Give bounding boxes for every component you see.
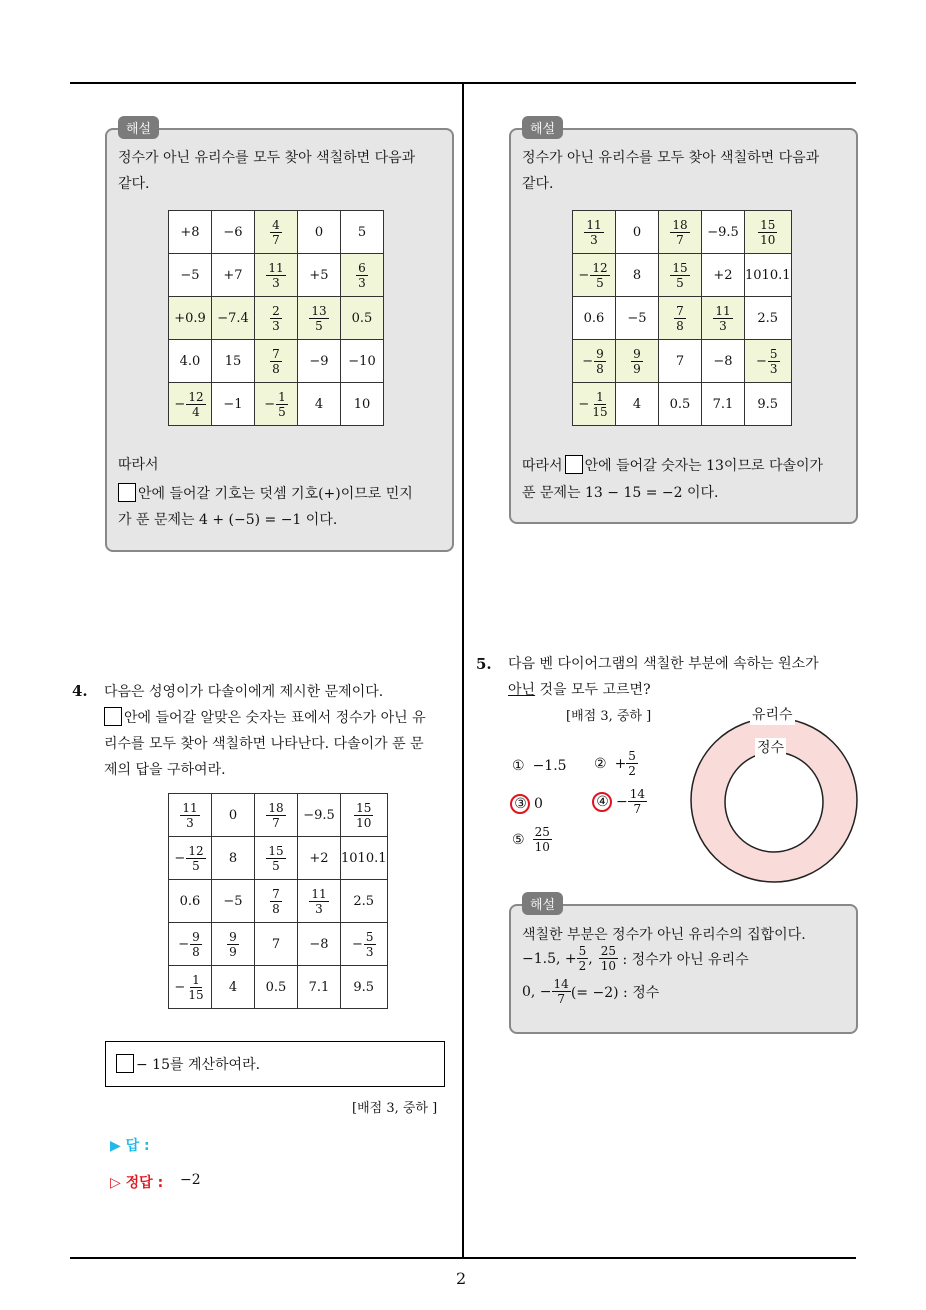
numerator: 6 <box>358 260 366 275</box>
table-cell <box>573 211 616 254</box>
q5-sol3-frac <box>552 978 571 1005</box>
venn-inner-label: 정수 <box>757 740 785 756</box>
table-row <box>169 211 384 254</box>
numerator: 7 <box>272 886 280 901</box>
denominator: 3 <box>272 275 280 290</box>
table-cell: 0.6 <box>169 880 212 923</box>
right-conclusion-post: 안에 들어갈 숫자는 13이므로 다솔이가 <box>584 458 824 474</box>
table-cell: 8 <box>616 254 659 297</box>
fraction <box>356 262 368 289</box>
numerator: 1 <box>278 389 286 404</box>
sign: − <box>174 396 186 412</box>
fraction <box>758 219 777 246</box>
table-row <box>169 923 388 966</box>
table-cell: −1 <box>212 383 255 426</box>
table-cell: +0.9 <box>169 297 212 340</box>
denominator: 7 <box>676 232 684 247</box>
numerator: 7 <box>272 346 280 361</box>
fraction <box>186 845 205 872</box>
numerator: 7 <box>676 303 684 318</box>
q5-solution-line3 <box>522 978 659 1005</box>
right-conclusion-pre: 따라서 <box>522 458 563 474</box>
table-cell: 0.6 <box>573 297 616 340</box>
table-cell: −6 <box>212 211 255 254</box>
sign: − <box>755 353 767 369</box>
table-cell: 2.5 <box>745 297 792 340</box>
table-cell: 5 <box>341 211 384 254</box>
denominator: 3 <box>315 901 323 916</box>
fraction <box>227 931 239 958</box>
table-cell: +2 <box>298 837 341 880</box>
denominator: 3 <box>272 318 280 333</box>
table-cell <box>616 340 659 383</box>
table-row <box>169 966 388 1009</box>
table-row <box>573 254 792 297</box>
denominator: 8 <box>192 944 200 959</box>
q4-answer-label: ▶ 답 : <box>110 1138 150 1154</box>
sign: − <box>264 396 276 412</box>
q4-line4: 제의 답을 구하여라. <box>104 762 226 778</box>
table-cell: −5 <box>212 880 255 923</box>
table-cell: 4 <box>298 383 341 426</box>
table-cell: 4 <box>616 383 659 426</box>
left-solution-table <box>168 210 384 426</box>
fraction <box>594 348 606 375</box>
fraction <box>364 931 376 958</box>
fraction <box>266 845 285 872</box>
table-cell: 2.5 <box>341 880 388 923</box>
fraction <box>584 219 603 246</box>
q4-correct-label: ▷ 정답 : <box>110 1175 164 1191</box>
numerator: 13 <box>311 303 327 318</box>
q4-number: 4. <box>72 682 88 700</box>
left-solution-conclusion1: 따라서 <box>118 457 159 473</box>
option-3-value: 0 <box>534 796 543 812</box>
denominator: 8 <box>596 361 604 376</box>
table-cell: 0 <box>298 211 341 254</box>
q5-score: [배점 3, 중하 ] <box>566 709 652 724</box>
right-solution-tag: 해설 <box>522 116 563 139</box>
table-cell: −8 <box>702 340 745 383</box>
option-5-mark: ⑤ <box>512 831 525 848</box>
left-solution-conclusion3: 가 푼 문제는 4 + (−5) = −1 이다. <box>118 512 338 528</box>
table-cell: 15 <box>212 340 255 383</box>
q5-solution-tag: 해설 <box>522 892 563 915</box>
sign: − <box>578 396 590 412</box>
q5-solution-line2 <box>522 945 749 972</box>
table-cell: 4 <box>212 966 255 1009</box>
table-cell <box>745 211 792 254</box>
column-divider <box>462 82 464 1258</box>
table-cell <box>255 837 298 880</box>
numerator: 15 <box>268 843 284 858</box>
numerator: 11 <box>182 800 198 815</box>
table-cell: −9 <box>298 340 341 383</box>
sign: − <box>578 267 590 283</box>
q5-solution-line1: 색칠한 부분은 정수가 아닌 유리수의 집합이다. <box>522 927 806 943</box>
denominator: 3 <box>365 944 374 959</box>
denominator: 9 <box>633 361 641 376</box>
sign: − <box>174 850 186 866</box>
numerator: 12 <box>188 389 204 404</box>
denominator: 4 <box>192 404 200 419</box>
table-cell <box>341 923 388 966</box>
q4-line2-text: 안에 들어갈 알맞은 숫자는 표에서 정수가 아닌 유 <box>124 710 426 726</box>
table-cell <box>255 211 298 254</box>
q5-sol2-a: −1.5, + <box>522 950 577 967</box>
option-5-num: 25 <box>534 825 550 839</box>
q4-correct-value: −2 <box>180 1172 201 1188</box>
q5-not-word: 아닌 <box>508 682 536 698</box>
table-cell <box>341 254 384 297</box>
sign: − <box>178 936 190 952</box>
option-4[interactable] <box>592 788 647 815</box>
left-solution-line1: 정수가 아닌 유리수를 모두 찾아 색칠하면 다음과 <box>118 150 416 166</box>
table-cell: 8 <box>212 837 255 880</box>
blank-box <box>116 1054 134 1073</box>
q5-sol3-frac-num: 14 <box>553 977 569 991</box>
table-cell <box>212 923 255 966</box>
right-solution-conclusion1 <box>522 453 823 479</box>
numerator: 12 <box>592 260 608 275</box>
denominator: 10 <box>760 232 776 247</box>
table-row <box>573 211 792 254</box>
q5-sol3-b: (= −2) : 정수 <box>570 984 660 1001</box>
table-cell <box>255 794 298 837</box>
table-cell: +5 <box>298 254 341 297</box>
option-3[interactable] <box>510 794 543 814</box>
denominator: 5 <box>278 404 286 419</box>
q5-sol2-frac2 <box>599 945 618 972</box>
sign: − <box>582 353 594 369</box>
table-cell <box>341 794 388 837</box>
numerator: 1 <box>192 972 200 987</box>
table-row <box>169 254 384 297</box>
table-cell: 7 <box>659 340 702 383</box>
denominator: 5 <box>315 318 323 333</box>
numerator: 12 <box>188 843 204 858</box>
fraction <box>674 305 686 332</box>
q5-sol2-frac2-den: 10 <box>600 959 617 973</box>
q5-sol2-frac1 <box>577 945 589 972</box>
option-4-sign: − <box>616 793 628 810</box>
table-cell: +7 <box>212 254 255 297</box>
fraction <box>309 305 328 332</box>
denominator: 9 <box>229 944 237 959</box>
table-cell: 9.5 <box>341 966 388 1009</box>
table-cell: 7 <box>255 923 298 966</box>
numerator: 9 <box>596 346 604 361</box>
table-cell: 7.1 <box>702 383 745 426</box>
denominator: 3 <box>358 275 366 290</box>
numerator: 9 <box>192 929 200 944</box>
numerator: 11 <box>586 217 602 232</box>
denominator: 15 <box>188 987 204 1002</box>
table-cell <box>169 966 212 1009</box>
fraction <box>276 391 288 418</box>
fraction <box>354 802 373 829</box>
sign: − <box>174 979 186 995</box>
denominator: 3 <box>719 318 727 333</box>
fraction <box>590 262 609 289</box>
table-row <box>169 880 388 923</box>
option-4-mark: ④ <box>596 793 609 810</box>
table-cell <box>659 254 702 297</box>
venn-diagram <box>688 710 860 886</box>
numerator: 1 <box>596 389 604 404</box>
table-cell <box>659 211 702 254</box>
table-cell <box>255 880 298 923</box>
table-cell <box>255 297 298 340</box>
table-cell: 9.5 <box>745 383 792 426</box>
denominator: 7 <box>272 815 280 830</box>
left-solution-conclusion2 <box>118 481 413 507</box>
q4-line3: 리수를 모두 찾아 색칠하면 나타난다. 다솔이가 푼 문 <box>104 736 424 752</box>
q5-number: 5. <box>476 655 492 673</box>
q4-line2 <box>104 705 426 731</box>
denominator: 8 <box>272 901 280 916</box>
q4-line1: 다음은 성영이가 다솔이에게 제시한 문제이다. <box>104 684 384 700</box>
denominator: 8 <box>272 361 280 376</box>
q4-problem-label: − 15를 계산하여라. <box>136 1057 261 1073</box>
left-solution-tag: 해설 <box>118 116 159 139</box>
numerator: 11 <box>268 260 284 275</box>
q5-sol2-b: : 정수가 아닌 유리수 <box>618 951 749 968</box>
fraction <box>266 802 285 829</box>
q5-line1: 다음 벤 다이어그램의 색칠한 부분에 속하는 원소가 <box>508 656 819 672</box>
left-solution-line2: 같다. <box>118 176 150 192</box>
table-cell: −5 <box>169 254 212 297</box>
q5-sol2-frac1-num: 5 <box>578 944 587 958</box>
fraction <box>186 974 205 1001</box>
right-solution-table <box>572 210 792 426</box>
q5-sol3-frac-den: 7 <box>557 992 565 1006</box>
denominator: 5 <box>676 275 684 290</box>
option-2-mark: ② <box>594 755 607 772</box>
table-row <box>169 794 388 837</box>
table-row <box>573 383 792 426</box>
table-cell <box>169 794 212 837</box>
fraction <box>713 305 732 332</box>
venn-inner-circle <box>725 752 823 852</box>
blank-box <box>118 483 136 502</box>
q5-sol2-frac2-num: 25 <box>600 944 617 958</box>
q5-line2 <box>508 677 651 703</box>
q5-sol2-frac1-den: 2 <box>578 959 587 973</box>
fraction <box>768 348 780 375</box>
q5-line2-rest: 것을 모두 고르면? <box>535 682 651 698</box>
denominator: 7 <box>272 232 280 247</box>
table-cell <box>255 254 298 297</box>
fraction <box>670 262 689 289</box>
q5-sol3-a: 0, − <box>522 983 552 1000</box>
option-3-circle-mark <box>510 794 530 814</box>
right-solution-conclusion2: 푼 문제는 13 − 15 = −2 이다. <box>522 485 719 501</box>
option-4-den: 7 <box>633 802 642 816</box>
table-cell: 1010.1 <box>745 254 792 297</box>
option-5-fraction <box>533 826 552 853</box>
denominator: 3 <box>186 815 194 830</box>
table-cell: 0 <box>616 211 659 254</box>
table-cell <box>298 880 341 923</box>
numerator: 9 <box>633 346 641 361</box>
numerator: 15 <box>356 800 372 815</box>
q5-sol2-comma: , <box>588 950 593 967</box>
q4-score: [배점 3, 중하 ] <box>352 1101 438 1116</box>
table-cell: −9.5 <box>702 211 745 254</box>
fraction <box>266 262 285 289</box>
numerator: 2 <box>272 303 280 318</box>
table-cell <box>573 340 616 383</box>
blank-box <box>565 455 583 474</box>
table-cell: −8 <box>298 923 341 966</box>
right-solution-line2: 같다. <box>522 176 554 192</box>
option-2-den: 2 <box>628 764 636 778</box>
table-cell: −9.5 <box>298 794 341 837</box>
numerator: 11 <box>311 886 327 901</box>
numerator: 15 <box>760 217 776 232</box>
fraction <box>309 888 328 915</box>
option-1-value: −1.5 <box>532 758 567 774</box>
table-cell <box>573 383 616 426</box>
denominator: 3 <box>769 361 778 376</box>
page-number: 2 <box>456 1269 467 1288</box>
table-cell: 7.1 <box>298 966 341 1009</box>
option-5[interactable] <box>512 826 552 853</box>
left-solution-conclusion2-text: 안에 들어갈 기호는 덧셈 기호(+)이므로 민지 <box>138 486 413 502</box>
sign: − <box>351 936 363 952</box>
table-cell: 0.5 <box>659 383 702 426</box>
table-cell <box>255 340 298 383</box>
table-cell: 0.5 <box>255 966 298 1009</box>
blank-box <box>104 707 122 726</box>
table-row <box>169 837 388 880</box>
fraction <box>590 391 609 418</box>
denominator: 8 <box>676 318 684 333</box>
table-cell: +2 <box>702 254 745 297</box>
venn-outer-label: 유리수 <box>752 707 793 723</box>
numerator: 18 <box>268 800 284 815</box>
table-cell <box>702 297 745 340</box>
table-row <box>169 297 384 340</box>
numerator: 5 <box>365 929 374 944</box>
right-solution-line1: 정수가 아닌 유리수를 모두 찾아 색칠하면 다음과 <box>522 150 820 166</box>
q4-problem-text <box>116 1052 260 1078</box>
fraction <box>270 305 282 332</box>
option-4-circle-mark <box>592 792 612 812</box>
option-2-sign: + <box>614 755 627 772</box>
option-4-fraction <box>628 788 647 815</box>
denominator: 10 <box>356 815 372 830</box>
fraction <box>270 348 282 375</box>
table-cell: 0 <box>212 794 255 837</box>
option-5-den: 10 <box>534 840 550 854</box>
fraction <box>631 348 643 375</box>
numerator: 4 <box>272 217 280 232</box>
option-2-fraction <box>626 750 638 777</box>
option-1-mark: ① <box>512 758 525 774</box>
denominator: 3 <box>590 232 598 247</box>
option-4-num: 14 <box>629 787 646 801</box>
table-cell <box>169 923 212 966</box>
table-row <box>573 297 792 340</box>
denominator: 5 <box>192 858 200 873</box>
table-cell: 10 <box>341 383 384 426</box>
fraction <box>186 391 205 418</box>
table-cell <box>298 297 341 340</box>
table-cell <box>745 340 792 383</box>
denominator: 5 <box>272 858 280 873</box>
option-2[interactable] <box>594 750 638 777</box>
table-cell: −10 <box>341 340 384 383</box>
table-cell: −7.4 <box>212 297 255 340</box>
table-row <box>573 340 792 383</box>
numerator: 9 <box>229 929 237 944</box>
fraction <box>270 888 282 915</box>
table-cell <box>255 383 298 426</box>
denominator: 5 <box>596 275 604 290</box>
table-cell <box>659 297 702 340</box>
option-2-num: 5 <box>628 749 636 763</box>
table-cell: 4.0 <box>169 340 212 383</box>
table-cell <box>573 254 616 297</box>
option-1[interactable] <box>512 758 567 774</box>
table-cell: +8 <box>169 211 212 254</box>
numerator: 15 <box>672 260 688 275</box>
table-cell: 0.5 <box>341 297 384 340</box>
table-cell: −5 <box>616 297 659 340</box>
q4-table <box>168 793 388 1009</box>
numerator: 18 <box>672 217 688 232</box>
option-3-mark: ③ <box>514 796 527 812</box>
table-row <box>169 383 384 426</box>
table-cell <box>169 383 212 426</box>
numerator: 5 <box>769 346 778 361</box>
fraction <box>270 219 282 246</box>
numerator: 11 <box>715 303 731 318</box>
table-row <box>169 340 384 383</box>
fraction <box>670 219 689 246</box>
denominator: 15 <box>592 404 608 419</box>
table-cell: 1010.1 <box>341 837 388 880</box>
fraction <box>180 802 199 829</box>
fraction <box>190 931 202 958</box>
table-cell <box>169 837 212 880</box>
